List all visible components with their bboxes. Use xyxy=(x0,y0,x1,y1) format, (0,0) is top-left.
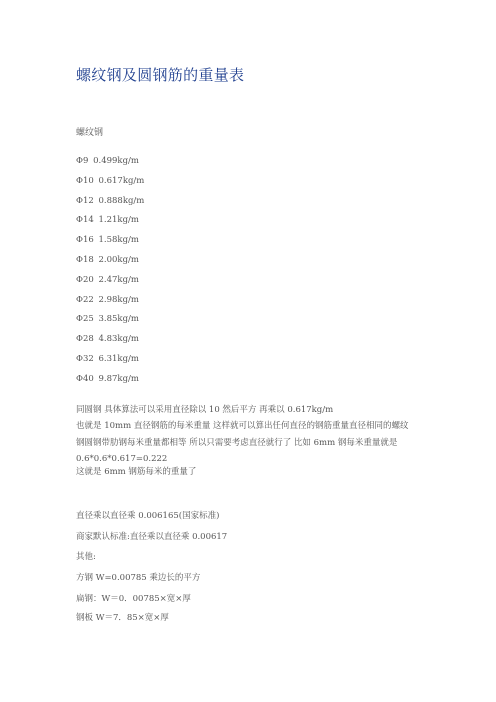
list-item xyxy=(76,192,144,212)
weight-value: 0.617kg/m xyxy=(98,175,145,186)
section-label-rebar: 螺纹钢 xyxy=(76,128,104,138)
diameter-label: Φ18 xyxy=(76,254,94,265)
list-item xyxy=(76,291,144,311)
list-item xyxy=(76,152,144,172)
round-steel-paragraph: 同圆钢 具体算法可以采用直径除以 10 然后平方 再乘以 0.617kg/m xyxy=(76,405,334,415)
merchant-standard-formula: 商家默认标准:直径乘以直径乘 0.00617 xyxy=(76,532,228,542)
list-item xyxy=(76,330,144,350)
page-title: 螺纹钢及圆钢筋的重量表 xyxy=(76,66,245,84)
list-item xyxy=(76,231,144,251)
flat-steel-formula: 扁钢：W＝0．00785×宽×厚 xyxy=(76,594,191,604)
national-standard-formula: 直径乘以直径乘 0.006165(国家标准) xyxy=(76,511,220,521)
diameter-label: Φ14 xyxy=(76,215,94,226)
square-steel-formula: 方钢 W=0.00785 乘边长的平方 xyxy=(76,573,201,583)
list-item xyxy=(76,172,144,192)
list-item xyxy=(76,310,144,330)
weight-value: 2.47kg/m xyxy=(98,274,139,285)
diameter-label: Φ22 xyxy=(76,294,94,305)
list-item xyxy=(76,271,144,291)
weight-value: 4.83kg/m xyxy=(98,334,139,345)
weight-value: 3.85kg/m xyxy=(98,314,139,325)
diameter-label: Φ20 xyxy=(76,274,94,285)
six-mm-paragraph: 这就是 6mm 钢筋每米的重量了 xyxy=(76,467,197,477)
diameter-label: Φ32 xyxy=(76,353,94,364)
weight-value: 2.00kg/m xyxy=(98,254,139,265)
list-item xyxy=(76,370,144,390)
diameter-label: Φ9 xyxy=(76,156,89,166)
steel-plate-formula: 钢板 W＝7．85×宽×厚 xyxy=(76,613,169,623)
weight-value: 6.31kg/m xyxy=(98,353,139,364)
diameter-label: Φ40 xyxy=(76,373,94,384)
diameter-label: Φ16 xyxy=(76,235,94,246)
diameter-label: Φ12 xyxy=(76,195,94,206)
diameter-label: Φ10 xyxy=(76,175,94,186)
list-item xyxy=(76,211,144,231)
other-heading: 其他: xyxy=(76,552,96,562)
weight-value: 1.58kg/m xyxy=(98,235,139,246)
weight-value: 9.87kg/m xyxy=(98,373,139,384)
explanation-line: 也就是 10mm 直径钢筋的每米重量 这样就可以算出任何直径的钢筋重量直径相同的螺纹 xyxy=(76,421,409,431)
rebar-weight-list xyxy=(76,152,144,390)
weight-value: 0.888kg/m xyxy=(98,195,145,206)
explanation-line: 0.6*0.6*0.617=0.222 xyxy=(76,454,168,464)
diameter-label: Φ28 xyxy=(76,334,94,345)
weight-value: 2.98kg/m xyxy=(98,294,139,305)
explanation-line: 钢圆钢带肋钢每米重量都相等 所以只需要考虑直径就行了 比如 6mm 钢每米重量就是 xyxy=(76,437,398,448)
list-item xyxy=(76,251,144,271)
weight-value: 0.499kg/m xyxy=(93,156,139,166)
explanation-paragraph xyxy=(76,418,416,468)
list-item xyxy=(76,350,144,370)
weight-value: 1.21kg/m xyxy=(98,215,139,226)
diameter-label: Φ25 xyxy=(76,314,94,325)
